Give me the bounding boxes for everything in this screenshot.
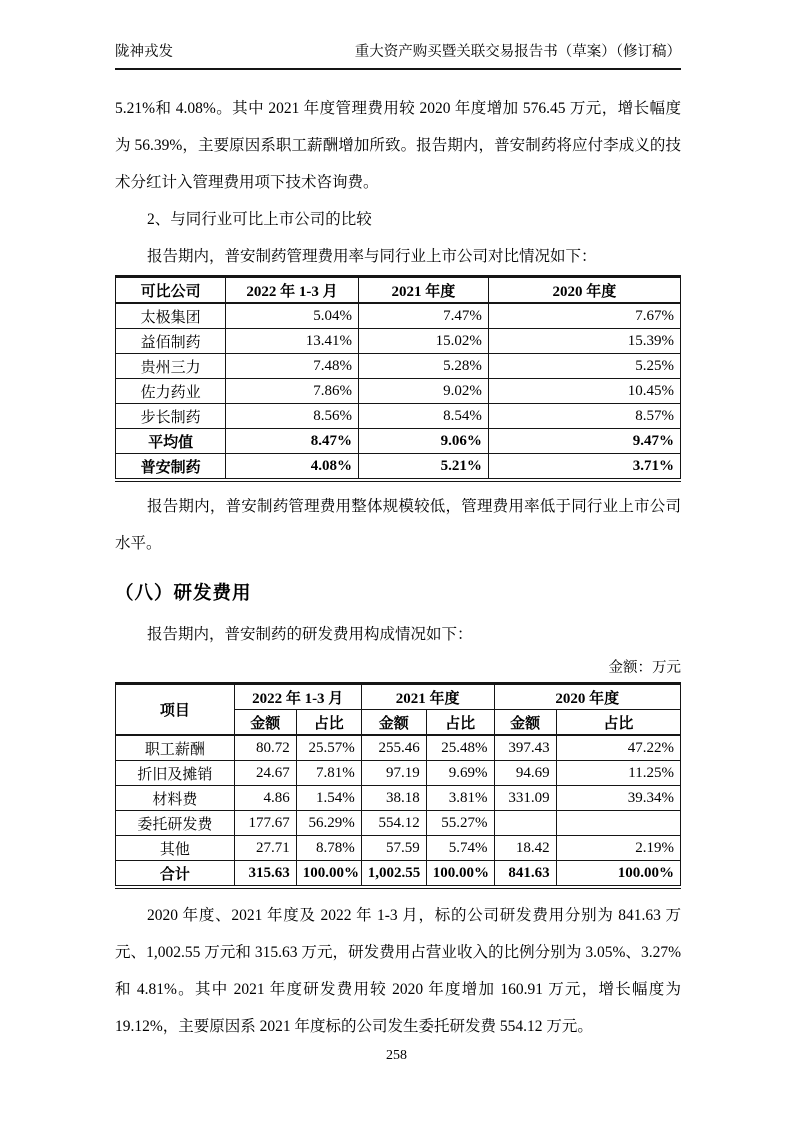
- value-cell: 27.71: [234, 836, 296, 861]
- value-cell: 24.67: [234, 761, 296, 786]
- value-cell: 7.86%: [226, 379, 359, 404]
- value-cell: 4.08%: [226, 454, 359, 481]
- value-cell: 39.34%: [556, 786, 680, 811]
- value-cell: 4.86: [234, 786, 296, 811]
- value-cell: 397.43: [494, 735, 556, 761]
- column-subheader-ratio: 占比: [426, 710, 494, 736]
- value-cell: 9.02%: [358, 379, 488, 404]
- value-cell: 15.39%: [488, 329, 680, 354]
- value-cell: 80.72: [234, 735, 296, 761]
- column-header-item: 项目: [116, 684, 235, 736]
- column-subheader-amount: 金额: [361, 710, 426, 736]
- value-cell: 5.04%: [226, 303, 359, 329]
- item-cell: 折旧及摊销: [116, 761, 235, 786]
- company-cell: 太极集团: [116, 303, 226, 329]
- paragraph-comparison-conclusion: 报告期内，普安制药管理费用整体规模较低，管理费用率低于同行业上市公司水平。: [115, 498, 681, 552]
- value-cell: 13.41%: [226, 329, 359, 354]
- value-cell: 8.56%: [226, 404, 359, 429]
- company-cell: 平均值: [116, 429, 226, 454]
- value-cell: 5.25%: [488, 354, 680, 379]
- value-cell: 331.09: [494, 786, 556, 811]
- value-cell: 55.27%: [426, 811, 494, 836]
- table-row: [116, 379, 681, 404]
- value-cell: 15.02%: [358, 329, 488, 354]
- value-cell: 100.00%: [556, 861, 680, 888]
- table-row-target-company: [116, 454, 681, 481]
- table-row: [116, 811, 681, 836]
- value-cell: 5.28%: [358, 354, 488, 379]
- value-cell: 315.63: [234, 861, 296, 888]
- value-cell: [556, 811, 680, 836]
- value-cell: 3.71%: [488, 454, 680, 481]
- rnd-expense-table: [115, 682, 681, 889]
- comparison-table: [115, 275, 681, 482]
- value-cell: 97.19: [361, 761, 426, 786]
- value-cell: 841.63: [494, 861, 556, 888]
- value-cell: 8.54%: [358, 404, 488, 429]
- value-cell: 47.22%: [556, 735, 680, 761]
- value-cell: 255.46: [361, 735, 426, 761]
- table-row: [116, 303, 681, 329]
- value-cell: 38.18: [361, 786, 426, 811]
- value-cell: 3.81%: [426, 786, 494, 811]
- table-row: [116, 735, 681, 761]
- column-subheader-ratio: 占比: [556, 710, 680, 736]
- column-header: 2020 年度: [488, 277, 680, 304]
- section-heading-rnd-expense: （八）研发费用: [115, 582, 252, 603]
- value-cell: 554.12: [361, 811, 426, 836]
- item-cell: 委托研发费: [116, 811, 235, 836]
- value-cell: 2.19%: [556, 836, 680, 861]
- value-cell: 100.00%: [296, 861, 361, 888]
- value-cell: 8.47%: [226, 429, 359, 454]
- value-cell: [494, 811, 556, 836]
- value-cell: 18.42: [494, 836, 556, 861]
- table-row: [116, 354, 681, 379]
- paragraph-rnd-conclusion: 2020 年度、2021 年度及 2022 年 1-3 月，标的公司研发费用分别为 841.63 万元、1,002.55 万元和 315.63 万元，研发费用占营业收入的比例分别为 3.05%、3.27%和 4.81%。其中 2021 年度研发费用较 2020 年度增加 160.91 万元，增长幅度为 19.12%，主要原因系 2021 年度标的公司发生委托研发费 554.12 万元。: [115, 907, 681, 1035]
- value-cell: 7.81%: [296, 761, 361, 786]
- value-cell: 8.57%: [488, 404, 680, 429]
- value-cell: 7.67%: [488, 303, 680, 329]
- value-cell: 9.06%: [358, 429, 488, 454]
- table-row: [116, 761, 681, 786]
- value-cell: 8.78%: [296, 836, 361, 861]
- value-cell: 94.69: [494, 761, 556, 786]
- header-company-name: 陇神戎发: [115, 44, 173, 60]
- column-subheader-amount: 金额: [234, 710, 296, 736]
- header-document-title: 重大资产购买暨关联交易报告书（草案）（修订稿）: [354, 44, 681, 60]
- paragraph-comparison-intro: 报告期内，普安制药管理费用率与同行业上市公司对比情况如下：: [147, 248, 597, 265]
- column-header: 2022 年 1-3 月: [226, 277, 359, 304]
- value-cell: 1.54%: [296, 786, 361, 811]
- company-cell: 益佰制药: [116, 329, 226, 354]
- value-cell: 100.00%: [426, 861, 494, 888]
- column-header-period: 2021 年度: [361, 684, 494, 710]
- rnd-table-header-row: [116, 684, 681, 710]
- column-subheader-ratio: 占比: [296, 710, 361, 736]
- table-row: [116, 836, 681, 861]
- paragraph-rnd-intro: 报告期内，普安制药的研发费用构成情况如下：: [147, 626, 473, 643]
- value-cell: 7.47%: [358, 303, 488, 329]
- unit-note: 金额：万元: [608, 660, 681, 676]
- value-cell: 177.67: [234, 811, 296, 836]
- item-cell: 材料费: [116, 786, 235, 811]
- column-header-period: 2022 年 1-3 月: [234, 684, 361, 710]
- table-row: [116, 404, 681, 429]
- comparison-table-header-row: [116, 277, 681, 304]
- table-row-total: [116, 861, 681, 888]
- company-cell: 普安制药: [116, 454, 226, 481]
- column-header-period: 2020 年度: [494, 684, 680, 710]
- column-header: 可比公司: [116, 277, 226, 304]
- paragraph-mgmt-expense: 5.21%和 4.08%。其中 2021 年度管理费用较 2020 年度增加 576.45 万元，增长幅度为 56.39%，主要原因系职工薪酬增加所致。报告期内，普安制药将应付李成义的技术分红计入管理费用项下技术咨询费。: [115, 100, 681, 191]
- company-cell: 佐力药业: [116, 379, 226, 404]
- page-header: [115, 42, 681, 70]
- table-row: [116, 329, 681, 354]
- table-row: [116, 786, 681, 811]
- value-cell: 56.29%: [296, 811, 361, 836]
- value-cell: 10.45%: [488, 379, 680, 404]
- page-number: 258: [386, 1048, 407, 1063]
- value-cell: 9.47%: [488, 429, 680, 454]
- value-cell: 25.57%: [296, 735, 361, 761]
- value-cell: 5.74%: [426, 836, 494, 861]
- table-row-average: [116, 429, 681, 454]
- value-cell: 5.21%: [358, 454, 488, 481]
- item-cell: 职工薪酬: [116, 735, 235, 761]
- company-cell: 步长制药: [116, 404, 226, 429]
- value-cell: 11.25%: [556, 761, 680, 786]
- column-subheader-amount: 金额: [494, 710, 556, 736]
- value-cell: 9.69%: [426, 761, 494, 786]
- sub-heading-industry-comparison: 2、与同行业可比上市公司的比较: [147, 211, 372, 228]
- item-cell: 其他: [116, 836, 235, 861]
- value-cell: 25.48%: [426, 735, 494, 761]
- item-cell: 合计: [116, 861, 235, 888]
- column-header: 2021 年度: [358, 277, 488, 304]
- value-cell: 57.59: [361, 836, 426, 861]
- value-cell: 7.48%: [226, 354, 359, 379]
- value-cell: 1,002.55: [361, 861, 426, 888]
- company-cell: 贵州三力: [116, 354, 226, 379]
